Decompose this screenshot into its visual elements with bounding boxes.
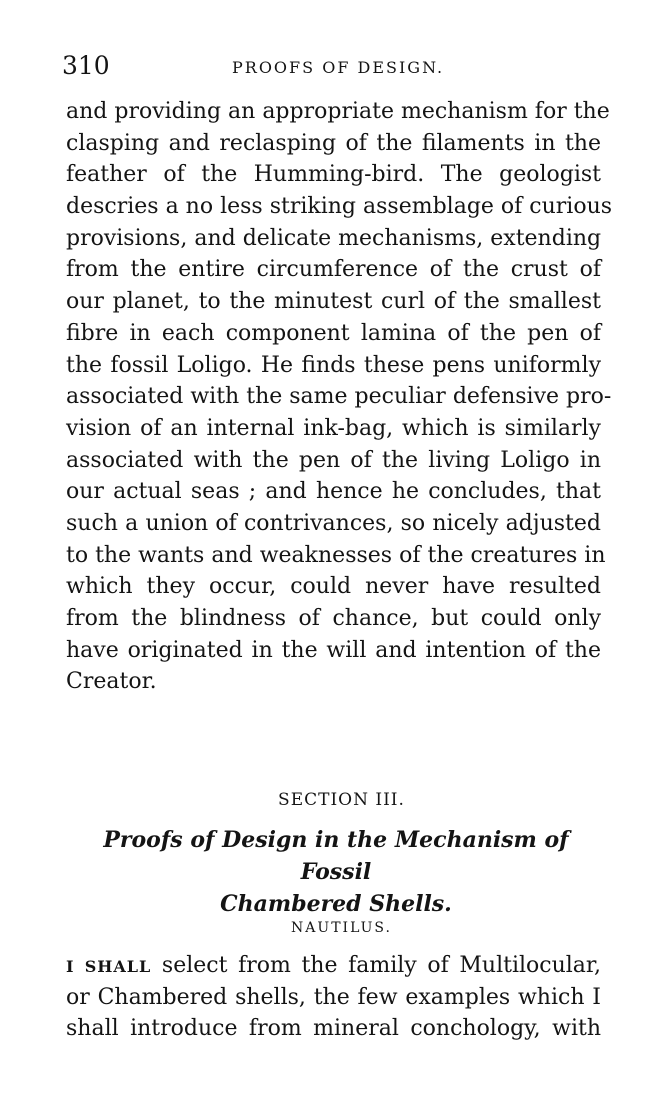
text-line: have originated in the will and intention of the bbox=[66, 637, 601, 663]
section-title-line: Proofs of Design in the Mechanism of Fossil bbox=[103, 827, 569, 885]
subsection-heading: NAUTILUS. bbox=[291, 920, 392, 936]
section-title-line: Chambered Shells. bbox=[220, 891, 452, 917]
text-line: which they occur, could never have resulted bbox=[66, 574, 601, 600]
text-line: Creator. bbox=[66, 669, 157, 695]
text-line: from the blindness of chance, but could only bbox=[66, 606, 601, 631]
text-line: associated with the pen of the living Loligo in bbox=[66, 447, 601, 473]
text-line-rest: select from the family of Multilocular, bbox=[151, 953, 601, 978]
text-line: associated with the same peculiar defensive pro- bbox=[66, 384, 612, 410]
text-line: to the wants and weaknesses of the creatures in bbox=[66, 542, 606, 568]
text-line: and providing an appropriate mechanism for the bbox=[66, 99, 610, 124]
running-head: PROOFS OF DESIGN. bbox=[232, 58, 445, 77]
text-line: clasping and reclasping of the filaments in the bbox=[66, 130, 601, 156]
paragraph-1 bbox=[66, 96, 613, 698]
text-line: from the entire circumference of the crust of bbox=[66, 257, 601, 283]
text-line: feather of the Humming-bird. The geologist bbox=[66, 162, 601, 188]
text-line: descries a no less striking assemblage of curious bbox=[66, 194, 613, 220]
small-caps-opening: I SHALL bbox=[66, 957, 152, 976]
text-line: fibre in each component lamina of the pen of bbox=[66, 320, 601, 346]
text-line bbox=[66, 950, 601, 982]
text-line: vision of an internal ink-bag, which is similarly bbox=[66, 415, 601, 441]
text-line: our planet, to the minutest curl of the smallest bbox=[66, 289, 601, 315]
text-line: provisions, and delicate mechanisms, extending bbox=[66, 225, 602, 251]
text-line: the fossil Loligo. He finds these pens uniformly bbox=[66, 352, 601, 378]
section-title bbox=[66, 824, 606, 920]
page-header bbox=[62, 50, 602, 82]
text-line: such a union of contrivances, so nicely adjusted bbox=[66, 510, 601, 536]
page-number: 310 bbox=[62, 51, 110, 80]
text-line: or Chambered shells, the few examples which I bbox=[66, 984, 601, 1010]
text-line: our actual seas ; and hence he concludes, that bbox=[66, 479, 601, 505]
text-line: shall introduce from mineral conchology, with bbox=[66, 1016, 601, 1042]
paragraph-2 bbox=[66, 950, 601, 1045]
section-heading: SECTION III. bbox=[278, 790, 405, 810]
